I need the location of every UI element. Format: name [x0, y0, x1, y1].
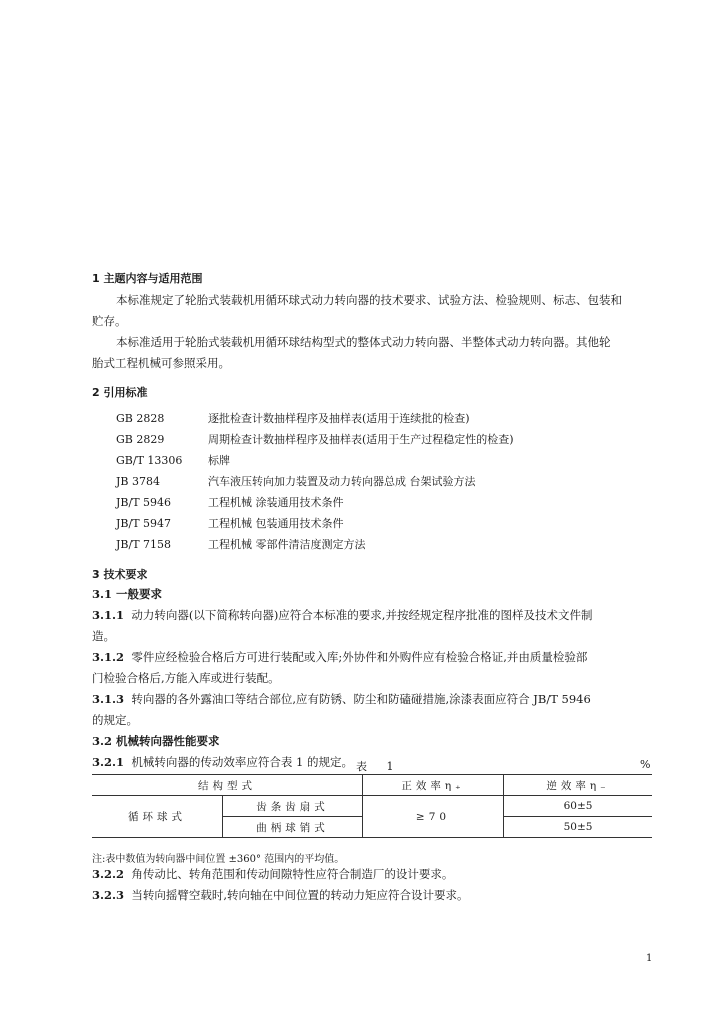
reference-code: JB/T 7158	[116, 538, 172, 551]
page-number: 1	[646, 953, 653, 964]
clause-3-1-1-cont: 造。	[92, 629, 115, 643]
reference-code: GB/T 13306	[116, 454, 183, 467]
clause-number: 3.2.2	[92, 867, 125, 881]
reference-title: 标牌	[208, 454, 230, 467]
clause-text: 动力转向器(以下简称转向器)应符合本标准的要求,并按经规定程序批准的图样及技术文件制	[131, 608, 593, 622]
clause-3-2-3	[92, 885, 468, 906]
table-unit: %	[640, 758, 651, 771]
reference-title: 工程机械 包装通用技术条件	[208, 517, 344, 530]
row-group-label: 循环球式	[92, 796, 223, 838]
subsection-3-2: 3.2 机械转向器性能要求	[92, 734, 220, 748]
para-2-line-2: 胎式工程机械可参照采用。	[92, 356, 230, 370]
reference-title: 周期检查计数抽样程序及抽样表(适用于生产过程稳定性的检查)	[208, 433, 514, 446]
clause-number: 3.1.3	[92, 692, 125, 706]
clause-3-1-1	[92, 605, 592, 626]
reference-title: 逐批检查计数抽样程序及抽样表(适用于连续批的检查)	[208, 412, 470, 425]
forward-efficiency-cell: ≥70	[363, 796, 504, 838]
table-note: 注:表中数值为转向器中间位置 ±360° 范围内的平均值。	[92, 854, 345, 865]
reference-item	[116, 536, 366, 552]
clause-number: 3.1.1	[92, 608, 125, 622]
reference-title: 工程机械 涂装通用技术条件	[208, 496, 344, 509]
clause-3-1-3-cont: 的规定。	[92, 713, 138, 727]
reference-code: GB 2829	[116, 433, 165, 446]
clause-text: 当转向摇臂空载时,转向轴在中间位置的转动力矩应符合设计要求。	[131, 888, 469, 902]
reference-item	[116, 431, 514, 447]
subsection-3-1: 3.1 一般要求	[92, 587, 163, 601]
reference-item	[116, 515, 344, 531]
clause-text: 零件应经检验合格后方可进行装配或入库;外协件和外购件应有检验合格证,并由质量检验部	[131, 650, 588, 664]
reference-item	[116, 452, 230, 468]
reference-code: GB 2828	[116, 412, 165, 425]
reference-title: 工程机械 零部件清洁度测定方法	[208, 538, 366, 551]
header-structure: 结构型式	[92, 775, 363, 796]
clause-number: 3.1.2	[92, 650, 125, 664]
clause-3-2-1	[92, 752, 353, 773]
para-1-line-2: 贮存。	[92, 314, 127, 328]
clause-number: 3.2.3	[92, 888, 125, 902]
reference-code: JB/T 5946	[116, 496, 172, 509]
table-row	[92, 796, 652, 817]
subtype-cell: 齿条齿扇式	[223, 796, 363, 817]
para-1-line-1: 本标准规定了轮胎式装载机用循环球式动力转向器的技术要求、试验方法、检验规则、标志、包装和	[116, 293, 622, 307]
para-2-line-1: 本标准适用于轮胎式装载机用循环球结构型式的整体式动力转向器、半整体式动力转向器。其他轮	[116, 335, 611, 349]
reference-code: JB 3784	[116, 475, 160, 488]
clause-text: 角传动比、转角范围和传动间隙特性应符合制造厂的设计要求。	[131, 867, 454, 881]
section-1-heading: 1 主题内容与适用范围	[92, 272, 203, 285]
clause-number: 3.2.1	[92, 755, 125, 769]
clause-text: 机械转向器的传动效率应符合表 1 的规定。	[131, 755, 353, 769]
header-reverse-efficiency: 逆效率η₋	[504, 775, 653, 796]
reference-item	[116, 494, 344, 510]
clause-3-1-2-cont: 门检验合格后,方能入库或进行装配。	[92, 671, 280, 685]
header-forward-efficiency: 正效率η₊	[363, 775, 504, 796]
reference-code: JB/T 5947	[116, 517, 172, 530]
table-caption: 表 1	[356, 760, 402, 773]
clause-3-1-3	[92, 689, 591, 710]
table-header-row	[92, 775, 652, 796]
clause-3-1-2	[92, 647, 587, 668]
reference-item	[116, 410, 470, 426]
section-2-heading: 2 引用标准	[92, 386, 148, 399]
clause-3-2-2	[92, 864, 453, 885]
reference-item	[116, 473, 476, 489]
reverse-efficiency-cell: 60±5	[504, 796, 653, 817]
clause-text: 转向器的各外露油口等结合部位,应有防锈、防尘和防磕碰措施,涂漆表面应符合 JB/T 5946	[131, 692, 591, 706]
subtype-cell: 曲柄球销式	[223, 817, 363, 838]
section-3-heading: 3 技术要求	[92, 568, 148, 581]
efficiency-table	[92, 774, 652, 838]
reverse-efficiency-cell: 50±5	[504, 817, 653, 838]
reference-title: 汽车液压转向加力装置及动力转向器总成 台架试验方法	[208, 475, 476, 488]
